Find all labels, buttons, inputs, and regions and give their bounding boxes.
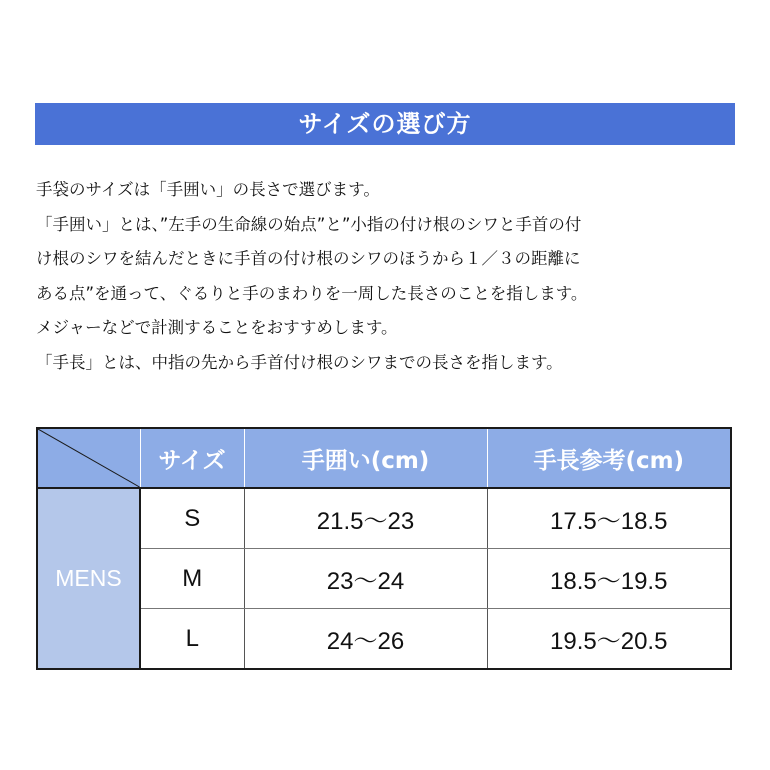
hand-girth-cell: 23〜24	[244, 549, 487, 609]
size-guide-description	[36, 173, 736, 381]
description-line: 「手囲い」とは、”左手の生命線の始点”と”小指の付け根のシワと手首の付	[36, 214, 582, 234]
size-cell: S	[140, 488, 244, 549]
hand-length-cell: 19.5〜20.5	[487, 609, 731, 670]
description-line: 「手長」とは、中指の先から手首付け根のシワまでの長さを指します。	[36, 352, 563, 372]
table-header-row	[37, 428, 731, 488]
header-size: サイズ	[140, 428, 244, 488]
size-cell: M	[140, 549, 244, 609]
description-line: け根のシワを結んだときに手首の付け根のシワのほうから１／３の距離に	[36, 249, 581, 269]
page-title: サイズの選び方	[35, 103, 735, 145]
hand-girth-cell: 24〜26	[244, 609, 487, 670]
hand-length-cell: 18.5〜19.5	[487, 549, 731, 609]
size-cell: L	[140, 609, 244, 670]
hand-girth-cell: 21.5〜23	[244, 488, 487, 549]
table-row	[37, 488, 731, 549]
diagonal-divider	[38, 429, 140, 487]
table-row	[37, 609, 731, 670]
description-line: 手袋のサイズは「手囲い」の長さで選びます。	[36, 180, 380, 199]
header-hand-length: 手長参考(cm)	[487, 428, 731, 488]
description-line: メジャーなどで計測することをおすすめします。	[36, 318, 398, 338]
hand-length-cell: 17.5〜18.5	[487, 488, 731, 549]
table-corner-cell	[37, 428, 140, 488]
table-row	[37, 549, 731, 609]
size-table	[36, 427, 732, 670]
header-hand-girth: 手囲い(cm)	[244, 428, 487, 488]
category-mens: MENS	[37, 488, 140, 669]
description-line: ある点”を通って、ぐるりと手のまわりを一周した長さのことを指します。	[36, 283, 588, 303]
